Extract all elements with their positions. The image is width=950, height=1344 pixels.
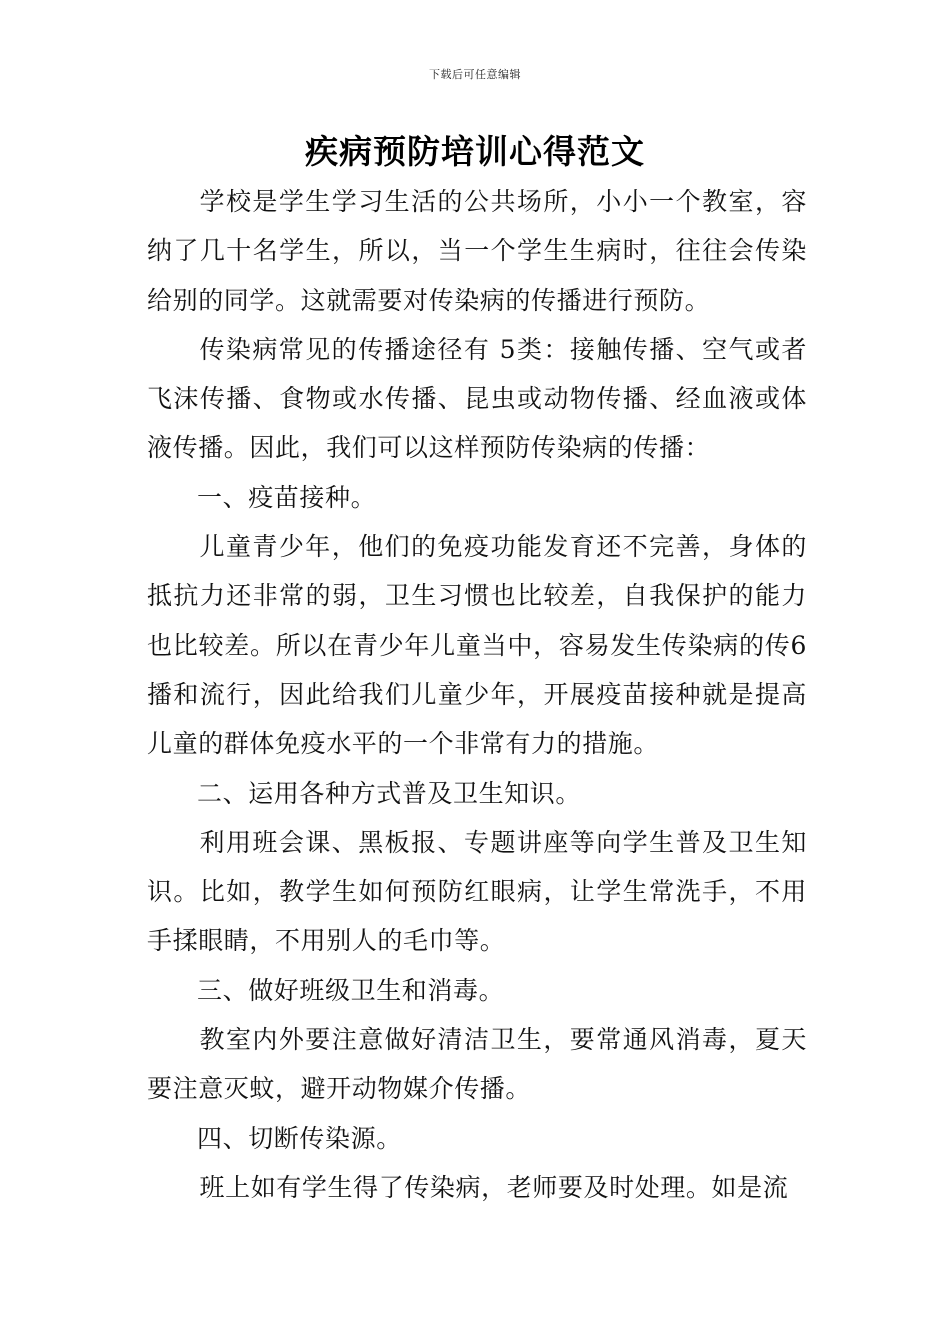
paragraph-class-hygiene: 教室内外要注意做好清洁卫生，要常通风消毒，夏天要注意灭蚊，避开动物媒介传播。 (147, 1025, 807, 1104)
paragraph-vaccination: 儿童青少年，他们的免疫功能发育还不完善，身体的抵抗力还非常的弱，卫生习惯也比较差，自我保护的能力也比较差。所以在青少年儿童当中，容易发生传染病的传6播和流行，因此给我们儿童少年，开展疫苗接种就是提高儿童的群体免疫水平的一个非常有力的措施。 (147, 532, 807, 759)
paragraph-hygiene-knowledge: 利用班会课、黑板报、专题讲座等向学生普及卫生知识。比如，教学生如何预防红眼病，让学生常洗手，不用手揉眼睛，不用别人的毛巾等。 (147, 827, 807, 956)
paragraph-transmission-routes: 传染病常见的传播途径有 5类：接触传播、空气或者飞沫传播、食物或水传播、昆虫或动物传播、经血液或体液传播。因此，我们可以这样预防传染病的传播： (147, 334, 807, 463)
paragraph-cut-source: 班上如有学生得了传染病，老师要及时处理。如是流 (199, 1172, 789, 1202)
section-heading-cut-source: 四、切断传染源。 (197, 1123, 402, 1153)
section-heading-class-hygiene: 三、做好班级卫生和消毒。 (197, 975, 505, 1005)
document-title: 疾病预防培训心得范文 (305, 132, 645, 171)
header-note: 下载后可任意编辑 (429, 68, 521, 81)
document-body (147, 177, 807, 1212)
section-heading-vaccination: 一、疫苗接种。 (197, 482, 377, 512)
section-heading-hygiene-knowledge: 二、运用各种方式普及卫生知识。 (197, 778, 582, 808)
paragraph-intro: 学校是学生学习生活的公共场所，小小一个教室，容纳了几十名学生，所以，当一个学生生病时，往往会传染给别的同学。这就需要对传染病的传播进行预防。 (147, 187, 807, 315)
